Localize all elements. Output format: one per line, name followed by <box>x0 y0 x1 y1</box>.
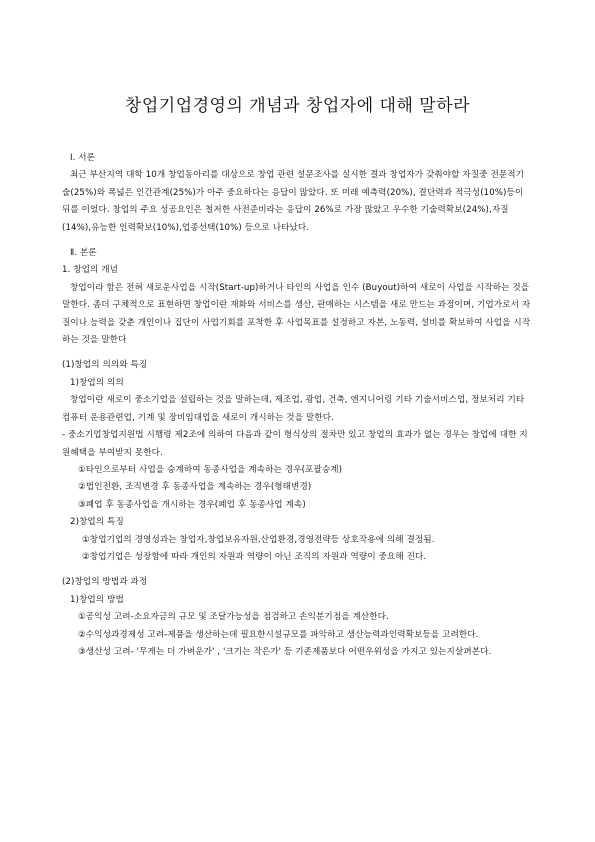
method-heading: (2)창업의 방법과 과정 <box>62 577 148 588</box>
concept-paragraph: 창업이라 함은 전혀 새로운사업을 시작(Start-up)하거나 타인의 사업을 인수 (Buyout)하여 새로이 사업을 시작하는 것을 말한다. 좀더 구체적으로 표현하면 창업이란 재화와 서비스를 생산, 판매하는 시스템을 새로 만드는 과정이며, 기업가로서 자질이나 능력을 갖춘 개인이나 집단이 사업기회를 포착한 후 사업목표를 설정하고 자본, 노동력, 설비를 확보하여 사업을 시작하는 것을 말한다 <box>62 282 531 346</box>
meaning-paragraph: 창업이란 새로이 중소기업을 설립하는 것을 말하는데, 제조업, 광업, 건축, 엔지니어링 기타 기술서비스업, 정보처리 기타 컴퓨터 운용관련업, 기계 및 장비임대업을 새로이 개시하는 것을 말한다. <box>62 395 525 423</box>
concept-heading: 1. 창업의 개념 <box>62 265 119 276</box>
document-body <box>62 150 532 661</box>
method-item: ①공익성 고려-소요자금의 규모 및 조달가능성을 점검하고 손익분기점을 계산한다. <box>78 612 389 623</box>
method-item: ②수익성과경제성 고려-제품을 생산하는데 필요한시설규모를 파악하고 생산능력과인력확보등을 고려한다. <box>78 629 479 640</box>
intro-paragraph: 최근 부산지역 대학 10개 창업동아리를 대상으로 창업 관련 설문조사를 실시한 결과 창업자가 갖춰야할 자질중 전문적기술(25%)와 폭넓은 인간관계(25%)가 아주 중요하다는 응답이 많았다. 또 미래 예측력(20%), 결단력과 적극성(10%)등이 뒤를 이었다. 창업의 주요 성공요인은 철저한 사전준비라는 응답이 26%로 가장 많았고 우수한 기술력확보(24%),자질(14%),유능한 인력확보(10%),업종선택(10%) 등으로 나타났다. <box>62 170 525 233</box>
meaning-subheading: 1)창업의 의의 <box>70 377 124 388</box>
feature-item: ①창업기업의 경영성과는 창업자,창업보유자원,산업환경,경영전략등 상호작용에 의해 결정됨. <box>82 534 435 545</box>
features-subheading: 2)창업의 특징 <box>70 517 124 528</box>
exclusion-item: ①타인으로부터 사업을 승계하여 동종사업을 계속하는 경우(포괄승계) <box>78 464 343 475</box>
meaning-heading: (1)창업의 의의와 특징 <box>62 360 148 371</box>
method-subheading: 1)창업의 방법 <box>70 594 124 605</box>
feature-item: ②창업기업은 성장함에 따라 개인의 자원과 역량이 아닌 조직의 자원과 역량이 중요해 진다. <box>82 551 427 562</box>
exclusion-item: ③폐업 후 동종사업을 개시하는 경우(폐업 후 동종사업 계속) <box>78 499 306 510</box>
law-note: - 중소기업창업지원법 시행령 제2조에 의하여 다음과 같이 형식상의 절차만 있고 창업의 효과가 없는 경우는 창업에 대한 지원혜택을 부여받지 못한다. <box>62 430 528 458</box>
intro-heading: Ⅰ. 서론 <box>70 153 96 163</box>
document-title: 창업기업경영의 개념과 창업자에 대해 말하라 <box>124 96 471 116</box>
exclusion-item: ②법인전환, 조직변경 후 동종사업을 계속하는 경우(형태변경) <box>78 482 312 493</box>
main-heading: Ⅱ. 본론 <box>70 248 97 259</box>
method-item: ③생산성 고려- '무게는 더 가벼운가' , '크기는 작은가' 등 기존제품보다 어떤우위성을 가지고 있는지살펴본다. <box>78 646 492 657</box>
